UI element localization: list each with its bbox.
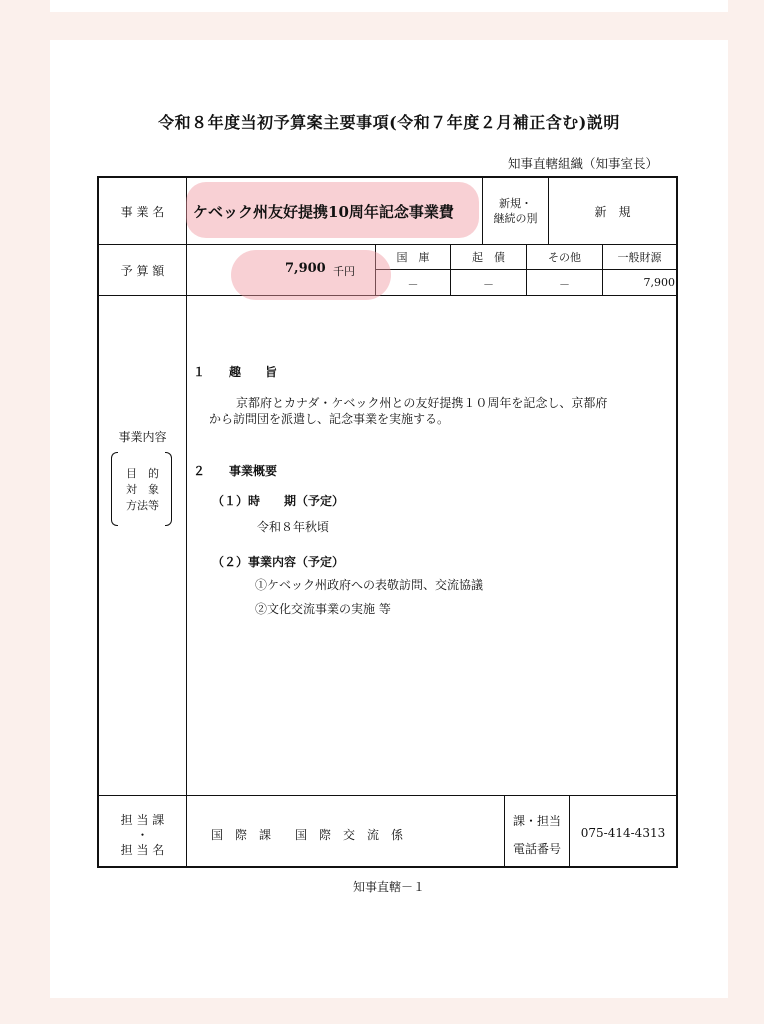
content-sub-label-method: 方法等 [126,499,159,512]
funding-header-general: 一般財源 [617,251,662,264]
funding-value-bonds: － [483,278,494,291]
department-label: 知事直轄組織（知事室長） [507,156,658,171]
project-name: ケベック州友好提携10周年記念事業費 [193,203,454,221]
section1-heading: １ 趣 旨 [193,365,278,379]
budget-amount: 7,900 [285,261,326,276]
section1-body-line2: から訪問団を派遣し、記念事業を実施する。 [209,412,450,426]
section2-heading: ２ 事業概要 [193,464,278,478]
item2-heading: （２）事業内容（予定） [212,555,345,569]
section-name: 国 際 課 国 際 交 流 係 [211,828,404,842]
content-sub-label-purpose: 目 的 [126,467,159,480]
content-sub-label-target: 対 象 [126,483,159,496]
funding-header-national: 国 庫 [396,251,430,264]
new-or-continued-label: 新規・ 継続の別 [493,197,538,225]
document-page [50,40,728,998]
previous-page-edge [50,0,728,12]
phone-label-line2: 電話番号 [512,842,561,856]
item1-body: 令和８年秋頃 [257,520,330,534]
page-footer: 知事直轄－１ [352,880,425,894]
funding-header-bonds: 起 債 [472,251,505,264]
contact-label-line3: 担 当 名 [120,843,165,857]
section1-body-line1: 京都府とカナダ・ケベック州との友好提携１０周年を記念し、京都府 [236,396,608,410]
page-title: 令和８年度当初予算案主要事項(令和７年度２月補正含む)説明 [158,113,620,132]
phone-label-line1: 課・担当 [512,814,561,828]
funding-value-other: － [559,278,570,291]
item1-heading: （１）時 期（予定） [212,494,345,508]
budget-unit: 千円 [333,265,355,278]
budget-form-table [97,176,678,868]
funding-value-general: 7,900 [643,276,675,289]
phone-number: 075-414-4313 [580,826,666,840]
content-label: 事業内容 [118,430,167,444]
item2-body-line2: ②文化交流事業の実施 等 [255,602,391,616]
funding-value-national: － [407,278,419,291]
new-or-continued-value: 新 規 [594,205,631,219]
label-column-divider [186,178,187,866]
item2-body-line1: ①ケベック州政府への表敬訪問、交流協議 [255,578,484,592]
project-name-label: 事 業 名 [120,205,165,219]
contact-label-line1: 担 当 課 [120,813,165,827]
contact-label-line2: ・ [136,828,149,842]
funding-header-other: その他 [548,251,581,264]
budget-label: 予 算 額 [120,264,165,278]
